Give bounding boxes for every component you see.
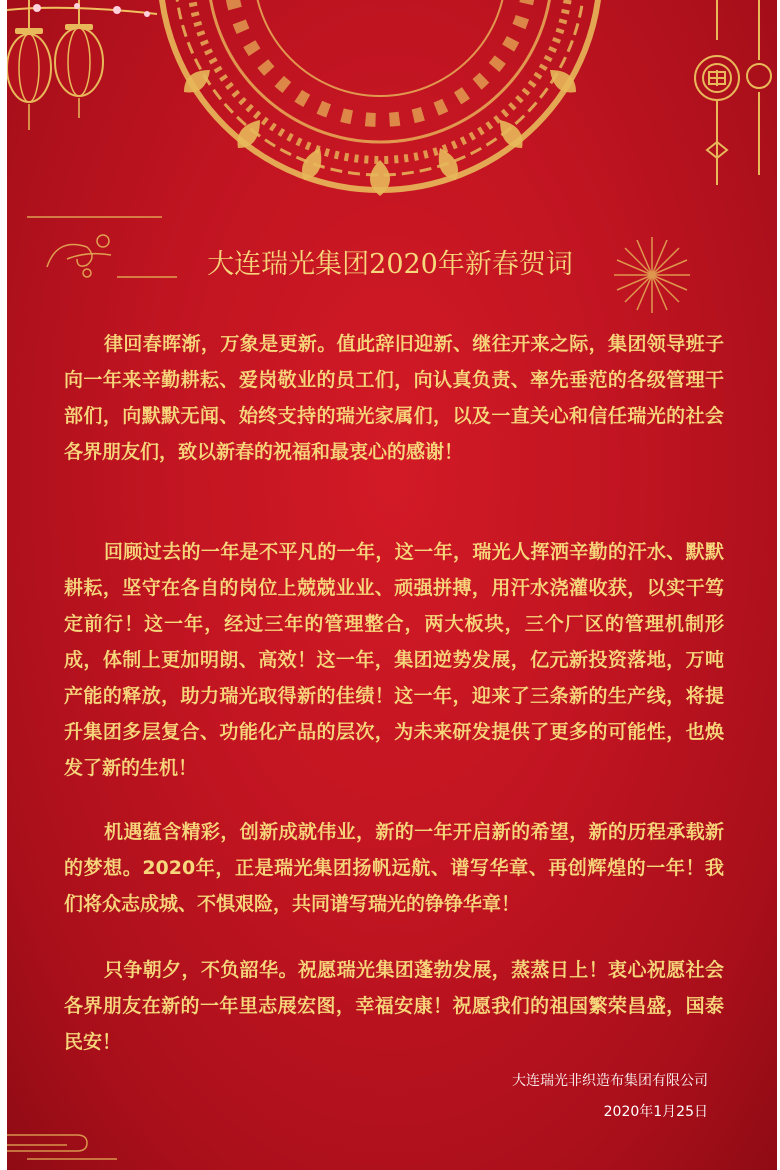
letter-title: 大连瑞光集团2020年新春贺词 — [207, 249, 573, 280]
medallion-ornament — [140, 0, 620, 200]
signature-company: 大连瑞光非织造布集团有限公司 — [512, 1073, 708, 1089]
cloud-ornament-bottom — [7, 1125, 117, 1165]
paragraph-1: 律回春晖渐，万象是更新。值此辞旧迎新、继往开来之际，集团领导班子向一年来辛勤耕耘、爱岗敬业的员工们，向认真负责、率先垂范的各级管理干部们，向默默无闻、始终支持的瑞光家属们，以及一直关心和信任瑞光的社会各界朋友们，致以新春的祝福和最衷心的感谢！ — [64, 333, 724, 463]
signature-date: 2020年1月25日 — [603, 1104, 708, 1120]
lantern-right-icon — [667, 0, 777, 200]
paragraph-4: 只争朝夕，不负韶华。祝愿瑞光集团蓬勃发展，蒸蒸日上！衷心祝愿社会各界朋友在新的一年里志展宏图，幸福安康！祝愿我们的祖国繁荣昌盛，国泰民安！ — [64, 959, 724, 1053]
paragraph-3: 机遇蕴含精彩，创新成就伟业，新的一年开启新的希望，新的历程承载新的梦想。2020年，正是瑞光集团扬帆远航、谱写华章、再创辉煌的一年！我们将众志成城、不惧艰险，共同谱写瑞光的铮铮华章！ — [64, 821, 724, 915]
plum-blossom-branch — [7, 0, 167, 40]
paragraph-2: 回顾过去的一年是不平凡的一年，这一年，瑞光人挥洒辛勤的汗水、默默耕耘，坚守在各自的岗位上兢兢业业、顽强拼搏，用汗水浇灌收获，以实干笃定前行！这一年，经过三年的管理整合，两大板块，三个厂区的管理机制形成，体制上更加明朗、高效！这一年，集团逆势发展，亿元新投资落地，万吨产能的释放，助力瑞光取得新的佳绩！这一年，迎来了三条新的生产线，将提升集团多层复合、功能化产品的层次，为未来研发提供了更多的可能性，也焕发了新的生机！ — [64, 541, 724, 779]
